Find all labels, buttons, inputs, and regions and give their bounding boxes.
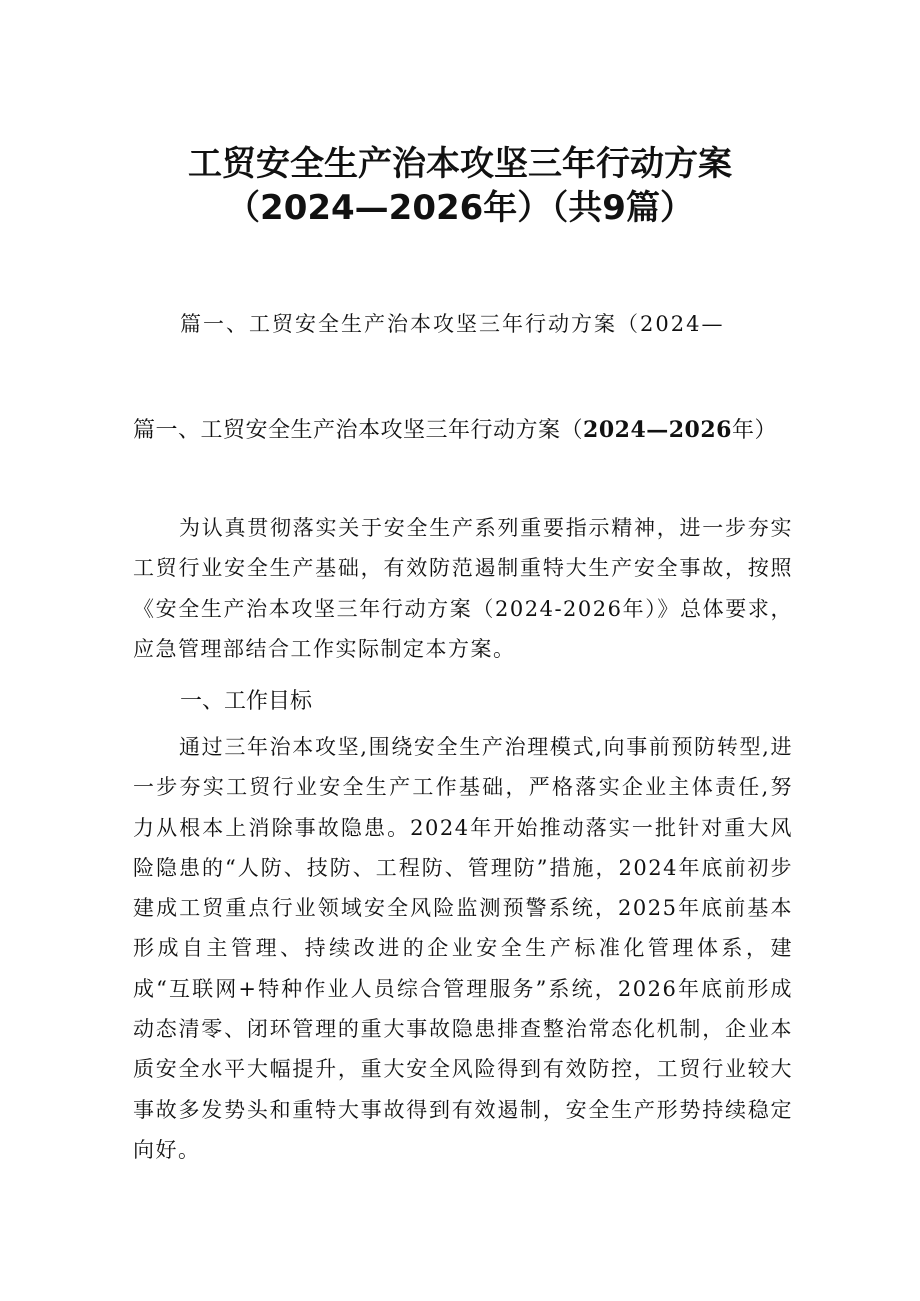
paragraph-work-goals: 通过三年治本攻坚,围绕安全生产治理模式,向事前预防转型,进一步夯实工贸行业安全生产工作基础，严格落实企业主体责任,努力从根本上消除事故隐患。2024年开始推动落实一批针对重大风险隐患的“人防、技防、工程防、管理防”措施，2024年底前初步建成工贸重点行业领域安全风险监测预警系统，2025年底前基本形成自主管理、持续改进的企业安全生产标准化管理体系，建成“互联网+特种作业人员综合管理服务”系统，2026年底前形成动态清零、闭环管理的重大事故隐患排查整治常态化机制，企业本质安全水平大幅提升，重大安全风险得到有效防控，工贸行业较大事故多发势头和重特大事故得到有效遏制，安全生产形势持续稳定向好。	[133, 735, 793, 1162]
paragraph-intro: 为认真贯彻落实关于安全生产系列重要指示精神，进一步夯实工贸行业安全生产基础，有效防范遏制重特大生产安全事故，按照《安全生产治本攻坚三年行动方案（2024-2026年）》总体要求，应急管理部结合工作实际制定本方案。	[133, 516, 793, 661]
section-heading-text: 篇一、工贸安全生产治本攻坚三年行动方案（	[133, 418, 584, 443]
section-heading-years: 2024—2026	[583, 417, 732, 443]
section-heading	[133, 414, 777, 447]
document-title-line2: （2024—2026年）（共9篇）	[226, 188, 694, 228]
document-title-line1: 工贸安全生产治本攻坚三年行动方案	[188, 144, 732, 184]
section-heading-suffix: 年）	[731, 418, 777, 443]
subheading-work-goals: 一、工作目标	[180, 689, 313, 714]
toc-entry: 篇一、工贸安全生产治本攻坚三年行动方案（2024—	[180, 312, 725, 336]
